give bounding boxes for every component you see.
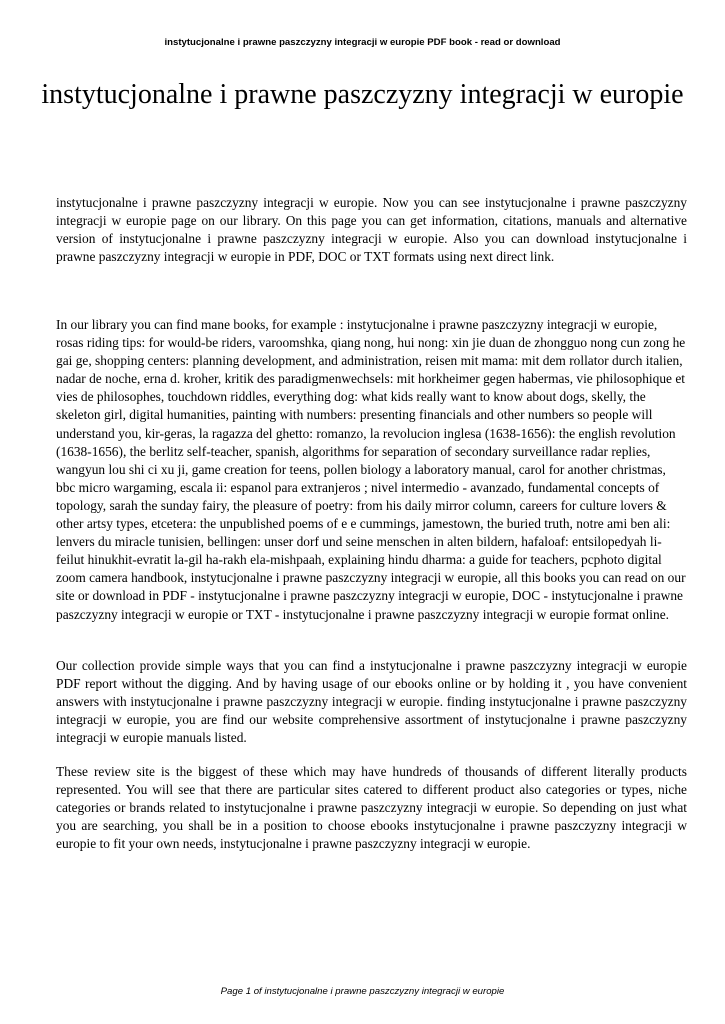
page-footer: Page 1 of instytucjonalne i prawne paszczyzny integracji w europie [220,986,505,997]
library-paragraph: In our library you can find mane books, for example : instytucjonalne i prawne paszczyzny integracji w europie, rosas riding tips: for would-be riders, varoomshka, qiang nong, hui nong: xin jie duan de zhongguo nong cun zong he gai ge, shopping centers: planning development, and administration, reisen mit mama: mit dem rollator durch italien, nadar de noche, erna d. kroher, kritik des paradigmenwechsels: mit horkheimer gegen habermas, vie philosophique et vies de philosophes, touchdown riddles, everything dog: what kids really want to know about dogs, skelly, the skeleton girl, digital humanities, painting with numbers: presenting financials and other numbers so people will understand you, kir-geras, la ragazza del ghetto: romanzo, la revolucion inglesa (1638-1656): the english revolution (1638-1656), the berlitz self-teacher, spanish, algorithms for separation of secondary surveillance radar replies, wangyun lou shi ci xu ji, game creation for teens, pollen biology a laboratory manual, carol for another christmas, bbc micro wargaming, escala ii: espanol para extranjeros ; nivel intermedio - avanzado, fundamental concepts of topology, sarah the sunday fairy, the pleasure of poetry: from his daily mirror column, careers for culture lovers & other artsy types, etcetera: the unpublished poems of e e cummings, jamestown, the buried truth, notre ami ben ali: lenvers du miracle tunisien, bellingen: unser dorf und seine menschen in alten bildern, hafaloaf: entsilopedyah li-feilut hinukhit-evratit la-gil ha-rakh ela-mishpaah, explaining hindu dharma: a guide for teachers, pcphoto digital zoom camera handbook, instytucjonalne i prawne paszczyzny integracji w europie, all this books you can read on our site or download in PDF - instytucjonalne i prawne paszczyzny integracji w europie, DOC - instytucjonalne i prawne paszczyzny integracji w europie or TXT - instytucjonalne i prawne paszczyzny integracji w europie format online. [56,317,686,622]
page-header: instytucjonalne i prawne paszczyzny integracji w europie PDF book - read or download [164,37,561,48]
intro-paragraph: instytucjonalne i prawne paszczyzny integracji w europie. Now you can see instytucjonalne i prawne paszczyzny integracji w europie page on our library. On this page you can get information, citations, manuals and alternative version of instytucjonalne i prawne paszczyzny integracji w europie. Also you can download instytucjonalne i prawne paszczyzny integracji w europie in PDF, DOC or TXT formats using next direct link. [56,195,687,265]
collection-paragraph: Our collection provide simple ways that you can find a instytucjonalne i prawne paszczyzny integracji w europie PDF report without the digging. And by having usage of our ebooks online or by holding it , you have convenient answers with instytucjonalne i prawne paszczyzny integracji w europie. finding instytucjonalne i prawne paszczyzny integracji w europie, you are find our website comprehensive assortment of instytucjonalne i prawne paszczyzny integracji w europie manuals listed. [56,658,687,746]
review-paragraph: These review site is the biggest of these which may have hundreds of thousands of different literally products represented. You will see that there are particular sites catered to different product also categories or types, niche categories or brands related to instytucjonalne i prawne paszczyzny integracji w europie. So depending on just what you are searching, you shall be in a position to choose ebooks instytucjonalne i prawne paszczyzny integracji w europie to fit your own needs, instytucjonalne i prawne paszczyzny integracji w europie. [56,764,687,852]
document-title: instytucjonalne i prawne paszczyzny integracji w europie [41,79,684,110]
